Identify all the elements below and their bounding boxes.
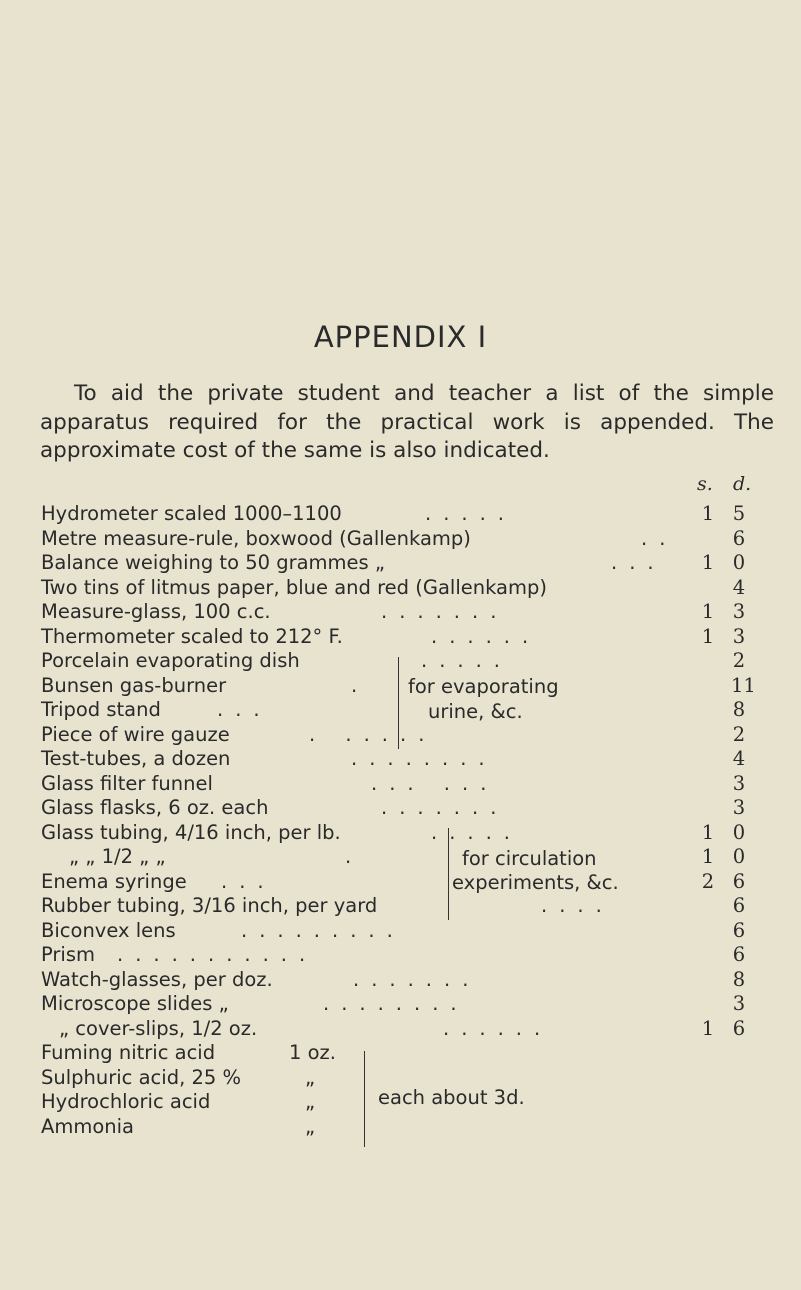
price-pence: 6: [732, 894, 746, 917]
brace-circulation: [448, 828, 449, 920]
leader-dots: ........: [323, 992, 469, 1015]
apparatus-list: [41, 502, 781, 1139]
price-pence: 0: [732, 820, 746, 844]
price-shillings: 1: [701, 551, 715, 574]
price-pence: 8: [732, 698, 746, 721]
list-item: [41, 723, 781, 748]
item-name: Measure-glass, 100 c.c.: [41, 600, 271, 623]
price-shillings: 1: [701, 845, 715, 868]
price-pence: 3: [732, 796, 746, 819]
shillings-header: s.: [697, 473, 713, 495]
leader-dots: ......: [443, 1016, 553, 1040]
item-name: Bunsen gas-burner: [41, 673, 227, 697]
item-name: Fuming nitric acid: [41, 1041, 216, 1064]
price-shillings: 1: [701, 820, 715, 844]
list-item: [41, 870, 781, 895]
item-name: Piece of wire gauze: [41, 722, 230, 746]
list-item: [41, 772, 781, 797]
item-name: Glass filter funnel: [41, 771, 213, 795]
item-name: Microscope slides „: [41, 992, 229, 1015]
leader-dots: .: [351, 673, 370, 697]
list-item: [41, 1017, 781, 1042]
list-item: [41, 576, 781, 601]
price-pence: 8: [732, 967, 746, 991]
item-name: Rubber tubing, 3/16 inch, per yard: [41, 894, 378, 917]
item-quantity: „: [305, 1114, 316, 1138]
item-name: Sulphuric acid, 25 %: [41, 1065, 242, 1089]
price-shillings: 2: [701, 869, 715, 893]
leader-dots: ......: [431, 624, 541, 648]
item-name: Thermometer scaled to 212° F.: [41, 624, 343, 648]
list-item: [41, 551, 781, 576]
price-pence: 3: [732, 992, 746, 1015]
intro-paragraph: [40, 380, 774, 466]
note-circulation: for circulation: [462, 847, 597, 870]
price-shillings: 1: [701, 600, 715, 623]
leader-dots: .......: [381, 796, 509, 819]
price-shillings: 1: [701, 624, 715, 648]
list-item: [41, 1115, 781, 1140]
item-quantity: „: [305, 1065, 316, 1089]
price-pence: 0: [732, 551, 746, 574]
price-pence: 6: [732, 918, 746, 942]
price-pence: 3: [732, 624, 746, 648]
leader-dots: ..: [641, 526, 678, 550]
list-item: [41, 968, 781, 993]
item-name: Enema syringe: [41, 869, 187, 893]
note-acids: each about 3d.: [378, 1086, 525, 1109]
price-pence: 11: [731, 673, 756, 697]
leader-dots: .......: [381, 600, 509, 623]
price-pence: 4: [732, 575, 746, 599]
list-item: [41, 992, 781, 1017]
list-item: [41, 625, 781, 650]
list-item: [41, 747, 781, 772]
price-pence: 2: [732, 649, 746, 672]
price-shillings: 1: [701, 1016, 715, 1040]
list-item: [41, 845, 781, 870]
item-name: Glass tubing, 4/16 inch, per lb.: [41, 820, 341, 844]
page-title: APPENDIX I: [313, 320, 488, 354]
price-pence: 3: [732, 771, 746, 795]
leader-dots: .: [345, 845, 364, 868]
brace-evaporating: [398, 657, 399, 749]
pence-header: d.: [733, 473, 752, 495]
item-name: Ammonia: [41, 1114, 134, 1138]
brace-acids: [364, 1051, 365, 1147]
leader-dots: ....: [541, 894, 614, 917]
leader-dots: .....: [425, 502, 516, 525]
price-pence: 6: [732, 1016, 746, 1040]
item-name: Metre measure-rule, boxwood (Gallenkamp): [41, 526, 471, 550]
intro-line: apparatus required for the practical work is appended. The: [40, 409, 774, 435]
price-pence: 6: [732, 869, 746, 893]
item-name: „ „ 1/2 „ „: [69, 845, 166, 868]
list-item: [41, 502, 781, 527]
item-name: Hydrometer scaled 1000–1100: [41, 502, 342, 525]
leader-dots: .........: [241, 918, 405, 942]
intro-line: To aid the private student and teacher a list of the simple: [74, 381, 774, 406]
leader-dots: ...: [217, 698, 272, 721]
item-name: „ cover-slips, 1/2 oz.: [59, 1016, 258, 1040]
leader-dots: .....: [421, 649, 512, 672]
item-name: Balance weighing to 50 grammes „: [41, 551, 386, 574]
list-item: [41, 796, 781, 821]
note-evaporating-2: urine, &c.: [428, 700, 523, 723]
leader-dots: ...........: [117, 943, 318, 966]
list-item: [41, 600, 781, 625]
item-name: Hydrochloric acid: [41, 1090, 211, 1113]
item-name: Tripod stand: [41, 698, 161, 721]
item-name: Biconvex lens: [41, 918, 176, 942]
leader-dots: . .....: [309, 722, 437, 746]
item-name: Test-tubes, a dozen: [41, 747, 231, 770]
item-name: Porcelain evaporating dish: [41, 649, 300, 672]
item-name: Watch-glasses, per doz.: [41, 967, 273, 991]
note-evaporating: for evaporating: [408, 675, 559, 698]
intro-line: approximate cost of the same is also indicated.: [40, 438, 550, 463]
price-pence: 5: [732, 502, 746, 525]
leader-dots: ........: [351, 747, 497, 770]
price-pence: 6: [732, 526, 746, 550]
leader-dots: ... ...: [371, 771, 499, 795]
leader-dots: .......: [353, 967, 481, 991]
item-name: Glass flasks, 6 oz. each: [41, 796, 269, 819]
list-item: [41, 1041, 781, 1066]
price-shillings: 1: [701, 502, 715, 525]
leader-dots: ...: [611, 551, 666, 574]
leader-dots: ...: [221, 869, 276, 893]
price-pence: 3: [732, 600, 746, 623]
price-pence: 2: [732, 722, 746, 746]
list-item: [41, 943, 781, 968]
price-pence: 6: [732, 943, 746, 966]
price-pence: 0: [732, 845, 746, 868]
item-quantity: „: [305, 1090, 316, 1113]
item-name: Two tins of litmus paper, blue and red (Gallenkamp): [41, 575, 547, 599]
note-circulation-2: experiments, &c.: [452, 871, 619, 894]
list-item: [41, 527, 781, 552]
list-item: [41, 698, 781, 723]
price-pence: 4: [732, 747, 746, 770]
item-quantity: 1 oz.: [289, 1041, 336, 1064]
item-name: Prism: [41, 943, 96, 966]
list-item: [41, 894, 781, 919]
list-item: [41, 821, 781, 846]
list-item: [41, 919, 781, 944]
leader-dots: .....: [431, 820, 522, 844]
list-item: [41, 649, 781, 674]
